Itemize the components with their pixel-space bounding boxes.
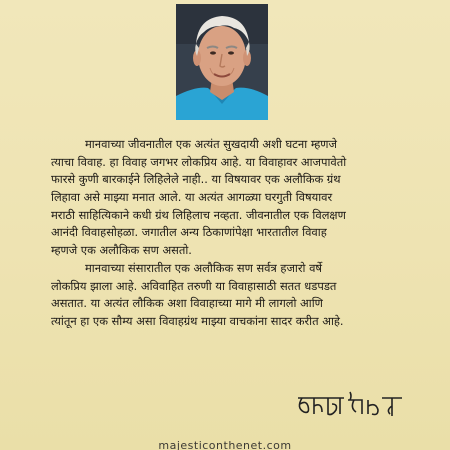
blurb-line: लिहावा असे माझ्या मनात आले. या अत्यंत आगळ्या घरगुती विषयावर: [51, 190, 333, 205]
blurb-line: मानवाच्या जीवनातील एक अत्यंत सुखदायी अशी घटना म्हणजे: [85, 137, 337, 151]
signature-image: [292, 388, 412, 422]
blurb-line: लोकप्रिय झाला आहे. अविवाहित तरुणी या विवाहासाठी सतत धडपडत: [51, 278, 337, 293]
blurb-line: त्याचा विवाह. हा विवाह जगभर लोकप्रिय आहे. या विवाहावर आजपावेतो: [51, 154, 347, 169]
author-portrait-image: [176, 4, 268, 120]
blurb-text: [51, 136, 423, 331]
blurb-line: फारसे कुणी बारकाईने लिहिलेले नाही.. या विषयावर एक अलौकिक ग्रंथ: [51, 172, 341, 187]
blurb-line: त्यांतून हा एक सौम्य असा विवाहग्रंथ माझ्या वाचकांना सादर करीत आहे.: [51, 313, 344, 328]
blurb-line: मानवाच्या संसारातील एक अलौकिक सण सर्वत्र हजारो वर्षे: [85, 260, 323, 275]
website-watermark: majesticonthenet.com: [158, 439, 292, 450]
blurb-line: मराठी साहित्यिकाने कधी ग्रंथ लिहिलाच नव्हता. जीवनातील एक विलक्षण: [51, 207, 346, 222]
blurb-line: असतात. या अत्यंत लौकिक अशा विवाहाच्या मागे मी लागलो आणि: [51, 296, 323, 311]
blurb-line: म्हणजे एक अलौकिक सण असतो.: [51, 243, 192, 258]
blurb-line: आनंदी विवाहसोहळा. जगातील अन्य ठिकाणांपेक्षा भारतातील विवाह: [51, 225, 327, 240]
author-photo: [176, 4, 268, 120]
author-signature: [292, 388, 412, 422]
